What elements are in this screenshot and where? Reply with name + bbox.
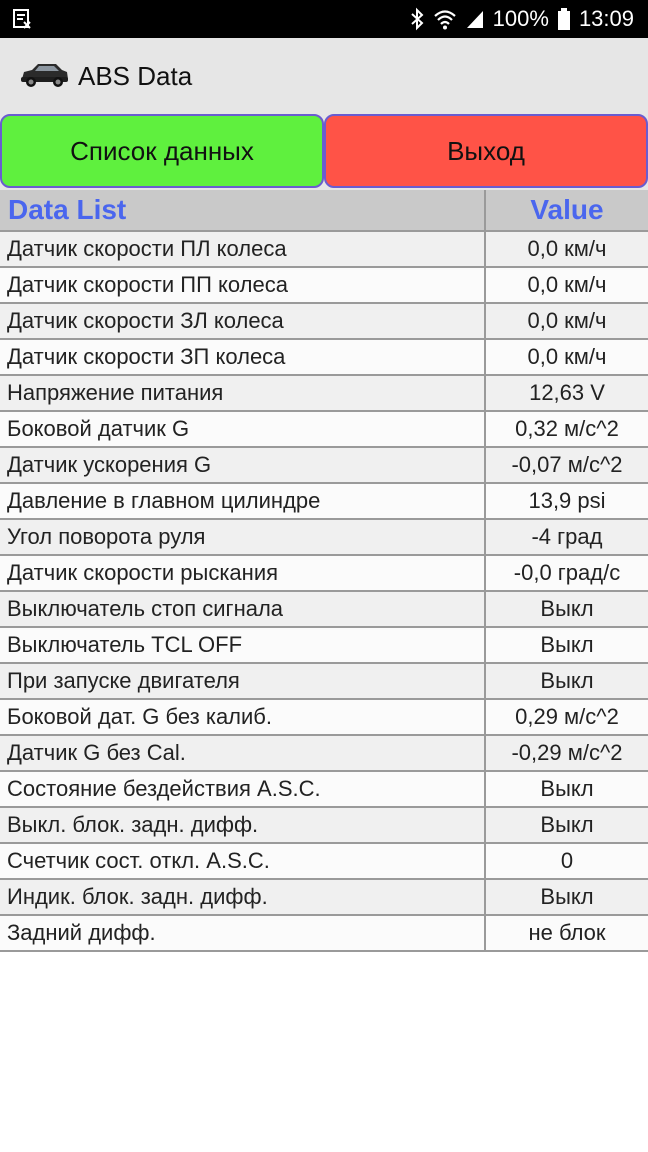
header-value: Value (530, 194, 604, 225)
sim-icon (12, 8, 32, 30)
row-value: -0,29 м/с^2 (511, 740, 623, 765)
row-name: Выкл. блок. задн. дифф. (0, 808, 486, 842)
table-row (0, 736, 648, 772)
row-name: При запуске двигателя (0, 664, 486, 698)
row-value: Выкл (540, 668, 594, 693)
row-value: 0,0 км/ч (527, 272, 607, 297)
table-row (0, 700, 648, 736)
row-name: Датчик скорости рыскания (0, 556, 486, 590)
clock: 13:09 (578, 6, 634, 31)
row-name: Датчик скорости ПП колеса (0, 268, 486, 302)
table-row (0, 448, 648, 484)
battery-percent: 100% (492, 6, 549, 31)
battery-icon (557, 7, 571, 31)
row-name: Датчик скорости ПЛ колеса (0, 232, 486, 266)
row-value: Выкл (540, 632, 594, 657)
row-value: 0,29 м/с^2 (515, 704, 619, 729)
row-name: Датчик ускорения G (0, 448, 486, 482)
table-row (0, 808, 648, 844)
row-name: Задний дифф. (0, 916, 486, 950)
exit-button[interactable]: Выход (324, 114, 648, 188)
table-row (0, 268, 648, 304)
row-name: Датчик скорости ЗП колеса (0, 340, 486, 374)
row-name: Выключатель стоп сигнала (0, 592, 486, 626)
row-value: 0,0 км/ч (527, 308, 607, 333)
row-value: 0,0 км/ч (527, 236, 607, 261)
table-row (0, 304, 648, 340)
table-row (0, 340, 648, 376)
row-name: Состояние бездействия A.S.C. (0, 772, 486, 806)
table-row (0, 628, 648, 664)
row-name: Угол поворота руля (0, 520, 486, 554)
row-value: 0,32 м/с^2 (515, 416, 619, 441)
row-value: не блок (528, 920, 606, 945)
table-row (0, 880, 648, 916)
table-row (0, 412, 648, 448)
table-row (0, 592, 648, 628)
row-name: Боковой датчик G (0, 412, 486, 446)
row-name: Выключатель TCL OFF (0, 628, 486, 662)
button-row (0, 114, 648, 190)
row-value: Выкл (540, 596, 594, 621)
row-value: -0,07 м/с^2 (511, 452, 623, 477)
row-value: 0,0 км/ч (527, 344, 607, 369)
table-row (0, 664, 648, 700)
row-name: Напряжение питания (0, 376, 486, 410)
row-name: Датчик скорости ЗЛ колеса (0, 304, 486, 338)
row-value: -4 град (531, 524, 603, 549)
app-bar (0, 38, 648, 114)
table-row (0, 916, 648, 952)
table-row (0, 556, 648, 592)
table-row (0, 772, 648, 808)
row-value: 13,9 psi (528, 488, 606, 513)
row-name: Датчик G без Cal. (0, 736, 486, 770)
row-value: -0,0 град/с (513, 560, 621, 585)
row-value: 12,63 V (529, 380, 605, 405)
header-data-list: Data List (0, 190, 486, 230)
row-name: Индик. блок. задн. дифф. (0, 880, 486, 914)
row-value: Выкл (540, 812, 594, 837)
table-row (0, 520, 648, 556)
table-row (0, 232, 648, 268)
signal-icon (465, 9, 485, 29)
data-table (0, 190, 648, 952)
data-list-button[interactable]: Список данных (0, 114, 324, 188)
row-name: Счетчик сост. откл. A.S.C. (0, 844, 486, 878)
bluetooth-icon (409, 7, 425, 31)
status-bar (0, 0, 648, 38)
car-icon (18, 59, 70, 94)
row-value: Выкл (540, 776, 594, 801)
table-row (0, 844, 648, 880)
table-row (0, 484, 648, 520)
row-name: Боковой дат. G без калиб. (0, 700, 486, 734)
row-name: Давление в главном цилиндре (0, 484, 486, 518)
table-body (0, 232, 648, 952)
app-title: ABS Data (78, 60, 193, 91)
row-value: Выкл (540, 884, 594, 909)
table-header (0, 190, 648, 232)
row-value: 0 (560, 848, 574, 873)
wifi-icon (433, 8, 457, 30)
table-row (0, 376, 648, 412)
